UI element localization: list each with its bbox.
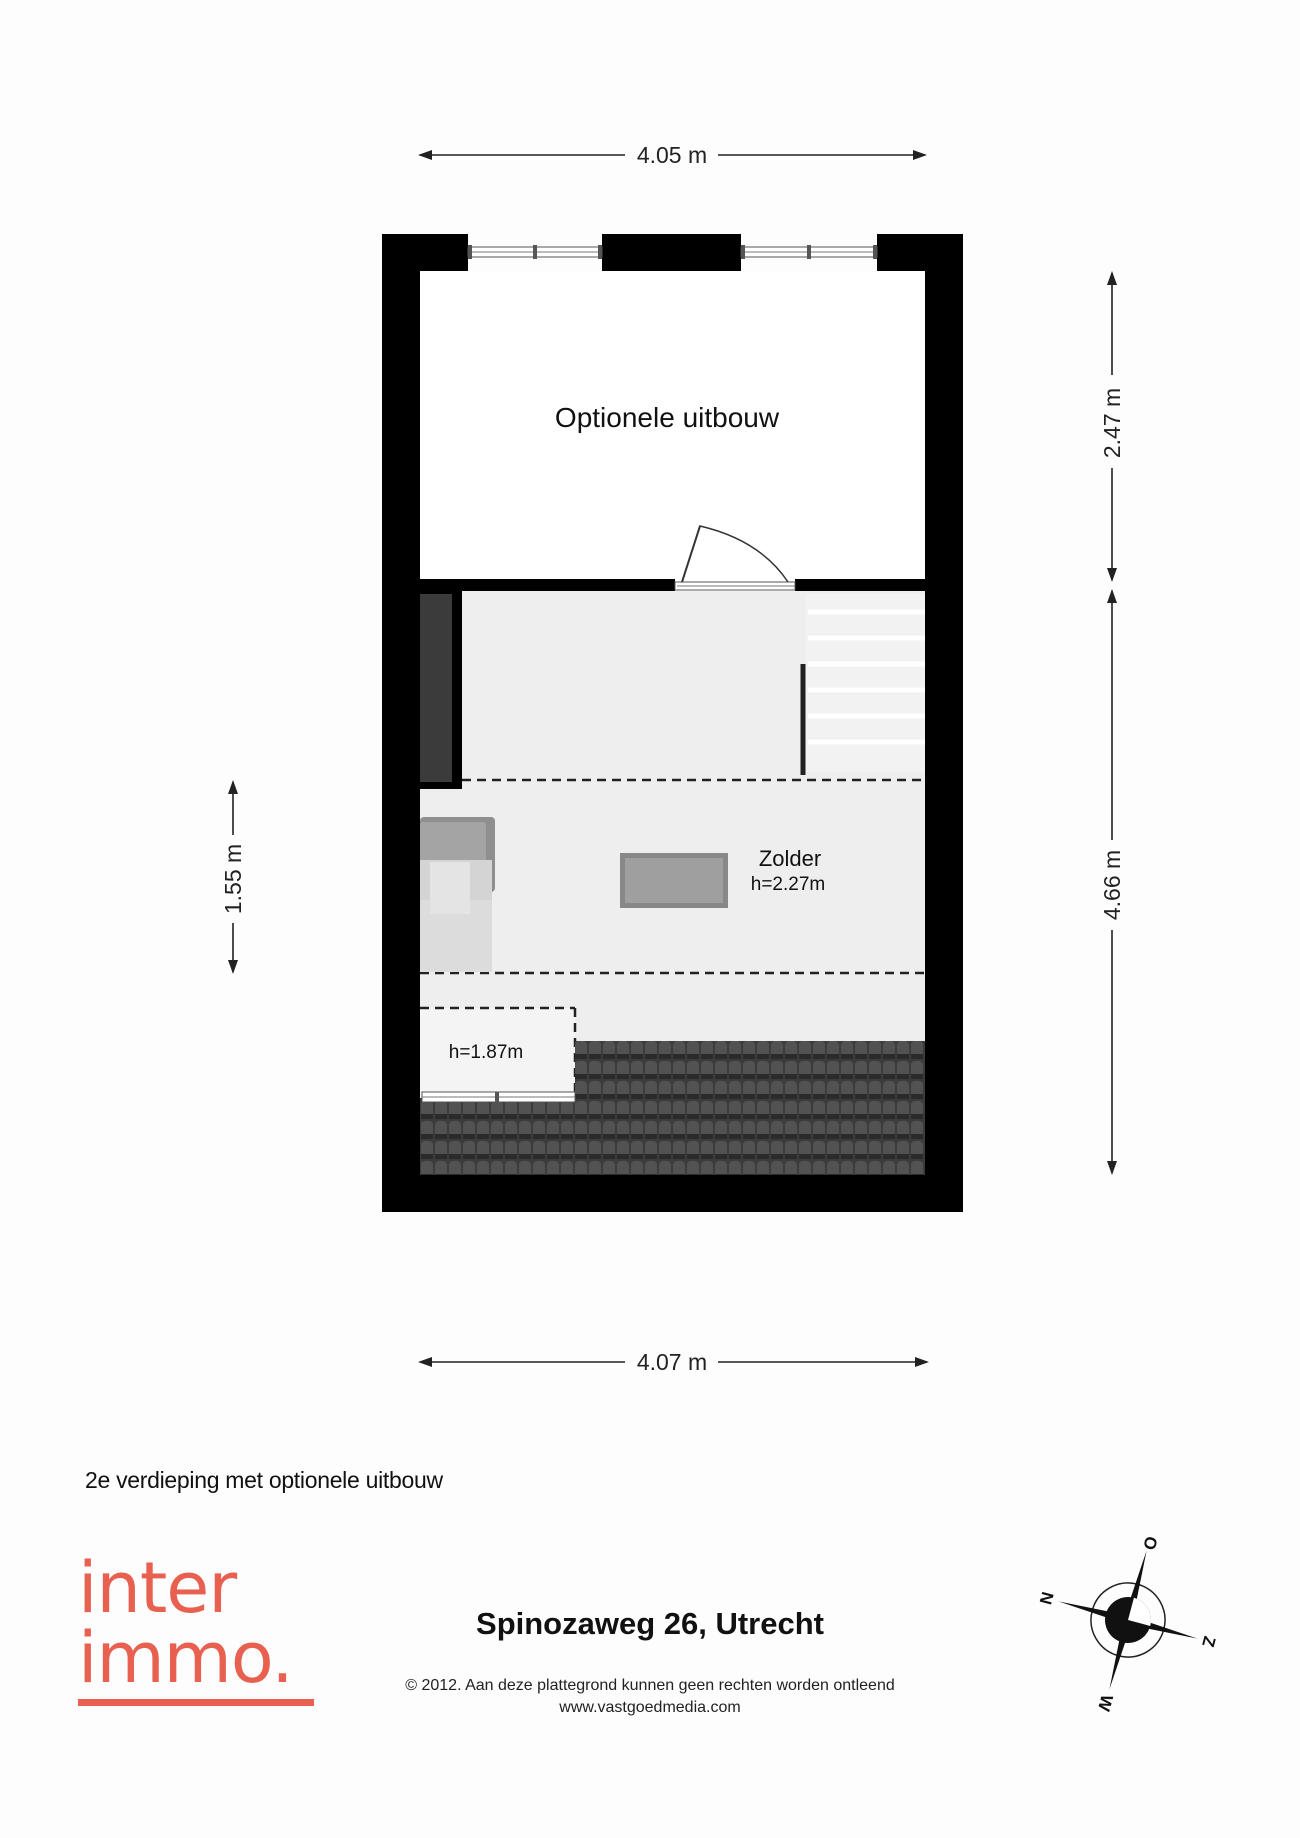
armchair (420, 817, 495, 972)
rug-inner (625, 858, 723, 903)
roof-window (422, 1092, 575, 1102)
attic-name: Zolder (758, 846, 822, 871)
disclaimer (340, 1675, 960, 1719)
attic-height: h=2.27m (750, 874, 826, 895)
dimension-left-label: 1.55 m (220, 843, 246, 915)
website-text: www.vastgoedmedia.com (559, 1699, 741, 1716)
copyright-text: © 2012. Aan deze plattegrond kunnen geen rechten worden ontleend (405, 1677, 895, 1694)
property-address: Spinozaweg 26, Utrecht (476, 1606, 824, 1641)
dimension-top-label: 4.05 m (636, 142, 708, 168)
window-right (741, 245, 877, 259)
interior-wall (795, 579, 925, 591)
window-left (468, 245, 602, 259)
dimension-bottom (418, 1349, 929, 1375)
dimension-right-lower (1099, 589, 1125, 1175)
dimension-left (220, 780, 246, 974)
dimension-right-lower-label: 4.66 m (1099, 849, 1125, 921)
compass-west: W (1094, 1692, 1117, 1714)
dimension-bottom-label: 4.07 m (636, 1349, 708, 1375)
compass-east: O (1139, 1534, 1162, 1552)
compass-south: Z (1198, 1634, 1220, 1650)
compass-north: N (1035, 1589, 1058, 1607)
staircase (803, 594, 925, 775)
floor-caption: 2e verdieping met optionele uitbouw (85, 1467, 443, 1493)
logo-line-1: inter (78, 1547, 237, 1629)
dimension-right-upper-label: 2.47 m (1099, 387, 1125, 459)
compass-icon (1013, 1512, 1241, 1736)
extension-label: Optionele uitbouw (554, 402, 780, 433)
low-zone-height: h=1.87m (448, 1042, 524, 1063)
brand-logo (78, 1547, 318, 1706)
logo-underline (78, 1699, 314, 1706)
logo-line-2: immo. (78, 1617, 293, 1699)
dimension-right-upper (1099, 271, 1125, 582)
cabinet (420, 594, 452, 782)
interior-wall (420, 579, 675, 591)
dimension-top (418, 142, 927, 168)
